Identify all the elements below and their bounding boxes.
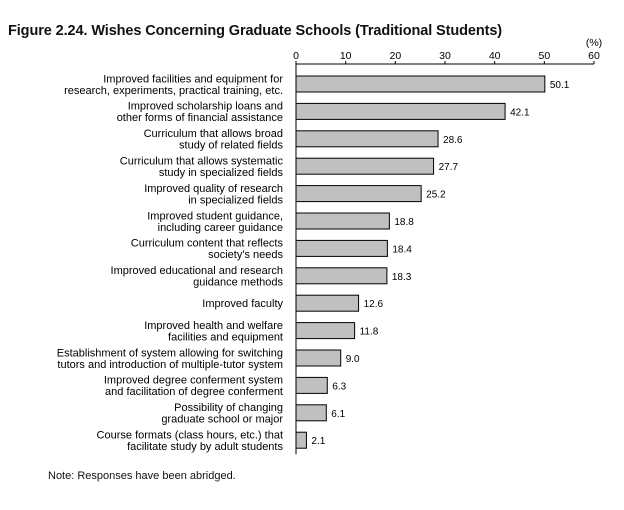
category-label: Improved quality of research (144, 182, 283, 195)
bar-value-label: 9.0 (345, 354, 360, 365)
category-label: Establishment of system allowing for switching (56, 347, 283, 360)
bar (296, 350, 341, 366)
bar (296, 76, 545, 92)
bar-value-label: 12.6 (363, 299, 384, 311)
bar (296, 405, 326, 421)
bar (296, 295, 359, 311)
category-label: research, experiments, practical training, etc. (64, 84, 283, 97)
unit-label: (%) (585, 37, 603, 49)
bar (296, 323, 355, 339)
bar (296, 240, 387, 256)
bar-value-label: 18.4 (392, 244, 412, 256)
category-label: Course formats (class hours, etc.) that (96, 429, 283, 442)
bar-value-label: 18.3 (391, 271, 412, 283)
category-label: Improved facilities and equipment for (103, 73, 283, 86)
bar (296, 158, 434, 174)
category-label: graduate school or major (161, 413, 283, 426)
x-tick-label: 10 (339, 50, 352, 62)
category-label: in specialized fields (188, 194, 283, 207)
bar (296, 377, 327, 393)
category-label: Improved scholarship loans and (127, 100, 283, 113)
bar (296, 268, 387, 284)
bar (296, 432, 306, 448)
bar-value-label: 18.8 (394, 217, 414, 228)
bar (296, 103, 505, 119)
chart-title: Figure 2.24. Wishes Concerning Graduate Schools (Traditional Students) (8, 23, 503, 39)
category-label: Curriculum content that reflects (130, 237, 283, 250)
category-label: including career guidance (157, 221, 283, 234)
category-label: facilitate study by adult students (127, 440, 283, 453)
bar-value-label: 11.8 (359, 326, 379, 338)
x-tick-label: 20 (389, 50, 402, 62)
bar-value-label: 6.3 (332, 381, 347, 393)
category-label: and facilitation of degree conferment (105, 386, 283, 399)
category-label: Improved faculty (202, 298, 283, 311)
category-label: Curriculum that allows broad (143, 128, 283, 141)
category-label: study of related fields (179, 139, 283, 152)
category-label: Possibility of changing (174, 402, 283, 415)
bar-value-label: 6.1 (331, 408, 346, 420)
category-label: Improved health and welfare (144, 319, 283, 332)
x-tick-label: 50 (538, 50, 551, 62)
bar-value-label: 42.1 (510, 107, 530, 119)
category-label: other forms of financial assistance (116, 112, 283, 125)
category-label: Improved educational and research (110, 265, 283, 278)
bar (296, 213, 389, 229)
category-label: facilities and equipment (168, 331, 283, 344)
category-label: society's needs (208, 249, 283, 262)
x-tick-label: 60 (588, 50, 600, 62)
category-label: Improved degree conferment system (103, 374, 283, 387)
x-tick-label: 0 (293, 50, 299, 62)
bar (296, 186, 421, 202)
category-label: study in specialized fields (158, 166, 283, 179)
category-label: Curriculum that allows systematic (119, 155, 283, 168)
bar-value-label: 50.1 (549, 80, 570, 91)
bar-value-label: 27.7 (438, 162, 459, 174)
category-label: guidance methods (193, 276, 283, 289)
category-label: Improved student guidance, (147, 210, 283, 223)
x-tick-label: 30 (439, 50, 451, 62)
x-tick-label: 40 (488, 50, 501, 62)
chart-note: Note: Responses have been abridged. (48, 470, 236, 482)
bar-value-label: 2.1 (311, 436, 326, 448)
bar-value-label: 25.2 (426, 189, 446, 201)
category-label: tutors and introduction of multiple-tutor system (57, 358, 283, 371)
bar-value-label: 28.6 (443, 134, 463, 146)
bar (296, 131, 438, 147)
